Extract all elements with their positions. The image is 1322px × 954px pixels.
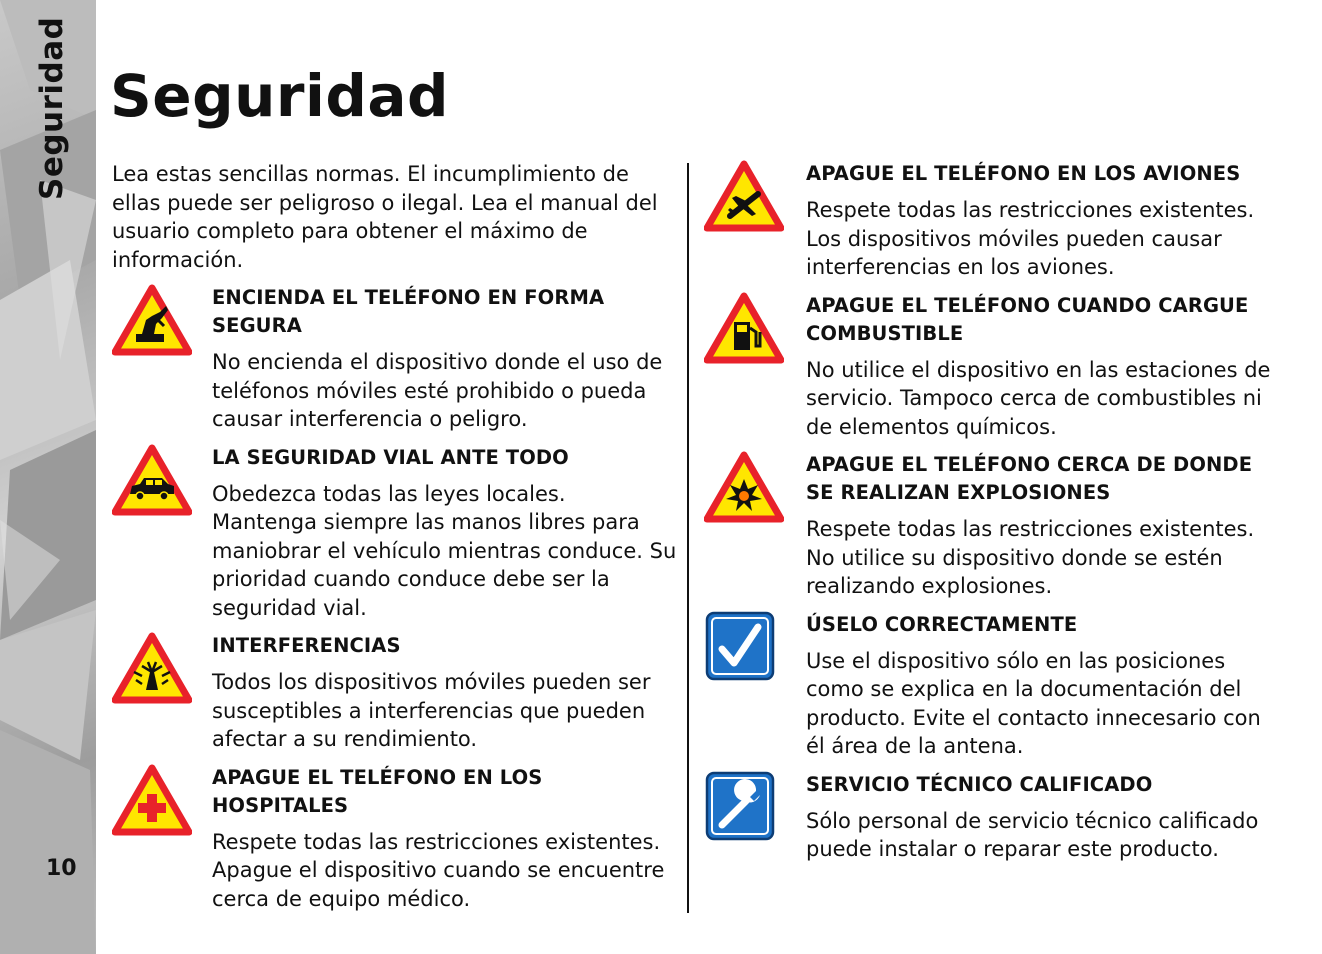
sidebar-section-label: Seguridad xyxy=(34,16,70,200)
safety-item-heading: LA SEGURIDAD VIAL ANTE TODO xyxy=(212,445,569,469)
safety-item-body: Respete todas las restricciones existentes. Los dispositivos móviles pueden causar interferencias en los aviones. xyxy=(806,198,1255,279)
safety-item-road-safety xyxy=(112,444,677,623)
wrench-icon xyxy=(704,771,784,843)
checkmark-icon xyxy=(704,611,784,683)
interference-icon xyxy=(112,632,192,704)
safety-item-heading: APAGUE EL TELÉFONO EN LOS HOSPITALES xyxy=(212,765,543,817)
safety-item-heading: APAGUE EL TELÉFONO EN LOS AVIONES xyxy=(806,162,1241,185)
hospital-cross-icon xyxy=(112,764,192,836)
safety-item-body: No encienda el dispositivo donde el uso de teléfonos móviles esté prohibido o pueda causar interferencia o peligro. xyxy=(212,350,663,431)
safety-item-body: Sólo personal de servicio técnico calificado puede instalar o reparar este producto. xyxy=(806,808,1259,861)
safety-item-body: Respete todas las restricciones existentes. No utilice su dispositivo donde se estén realizando explosiones. xyxy=(806,517,1255,598)
safety-item-heading: ÚSELO CORRECTAMENTE xyxy=(806,612,1078,636)
safety-item-body: Use el dispositivo sólo en las posiciones como se explica en la documentación del producto. Evite el contacto innecesario con él área de la antena. xyxy=(806,648,1261,758)
hand-switch-icon xyxy=(112,284,192,356)
safety-item-switch-on xyxy=(112,284,677,434)
safety-item-interference xyxy=(112,632,677,754)
left-column xyxy=(112,160,677,923)
safety-item-heading: INTERFERENCIAS xyxy=(212,634,401,657)
safety-item-body: Obedezca todas las leyes locales. Mantenga siempre las manos libres para maniobrar el vehículo mientras conduce. Su prioridad cuando conduce debe ser la seguridad vial. xyxy=(212,481,677,620)
fuel-pump-icon xyxy=(704,292,784,364)
safety-item-body: Todos los dispositivos móviles pueden ser susceptibles a interferencias que pueden afectar a su rendimiento. xyxy=(212,670,651,751)
safety-item-heading: APAGUE EL TELÉFONO CERCA DE DONDE SE REALIZAN EXPLOSIONES xyxy=(806,453,1253,504)
sidebar xyxy=(0,0,96,954)
intro-paragraph: Lea estas sencillas normas. El incumplimiento de ellas puede ser peligroso o ilegal. Lea el manual del usuario completo para obtener el máximo de información. xyxy=(112,162,658,272)
safety-item-body: Respete todas las restricciones existentes. Apague el dispositivo cuando se encuentre cerca de equipo médico. xyxy=(212,829,665,911)
safety-item-blasting xyxy=(704,451,1274,601)
safety-item-hospitals xyxy=(112,764,677,914)
airplane-icon xyxy=(704,160,784,232)
page-title: Seguridad xyxy=(110,62,450,130)
safety-item-refuelling xyxy=(704,292,1274,442)
safety-item-heading: APAGUE EL TELÉFONO CUANDO CARGUE COMBUSTIBLE xyxy=(806,293,1249,345)
column-divider xyxy=(687,163,689,913)
page-number: 10 xyxy=(46,856,77,881)
safety-item-heading: ENCIENDA EL TELÉFONO EN FORMA SEGURA xyxy=(212,286,605,337)
safety-item-aircraft xyxy=(704,160,1274,282)
safety-item-use-sensibly xyxy=(704,611,1274,761)
safety-item-qualified-service xyxy=(704,771,1274,864)
safety-item-body: No utilice el dispositivo en las estaciones de servicio. Tampoco cerca de combustibles ni de elementos químicos. xyxy=(806,357,1271,439)
car-icon xyxy=(112,444,192,516)
safety-item-heading: SERVICIO TÉCNICO CALIFICADO xyxy=(806,772,1153,796)
explosion-icon xyxy=(704,451,784,523)
right-column xyxy=(704,160,1274,874)
